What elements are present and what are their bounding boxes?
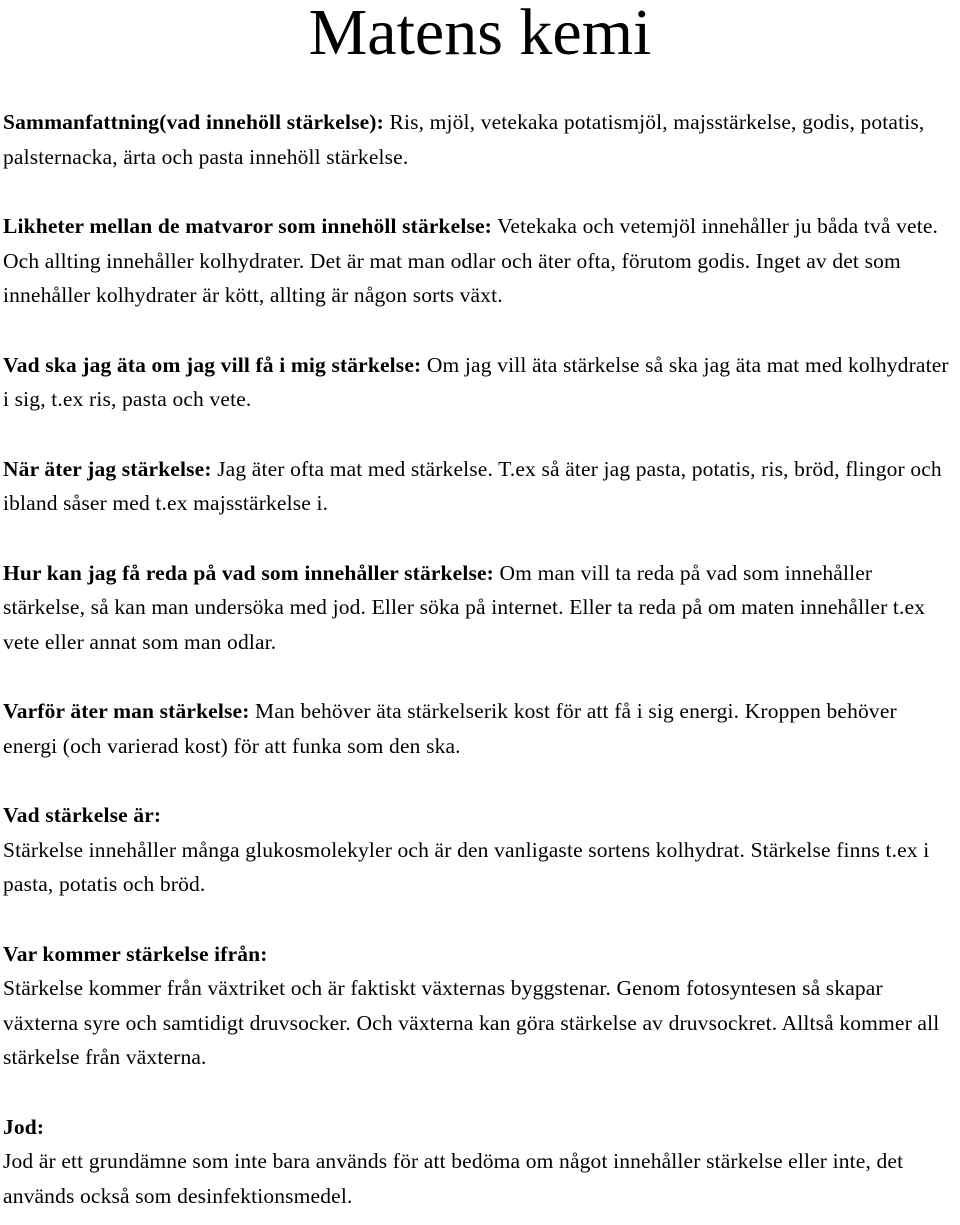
section-likheter (3, 209, 955, 313)
document-body (3, 105, 955, 1213)
section-var-kommer (3, 937, 955, 1075)
section-text: Om man vill ta reda på vad som innehåller stärkelse, så kan man undersöka med jod. Eller söka på internet. Eller ta reda på om maten innehåller t.ex vete eller annat som man odlar. (3, 560, 926, 654)
section-heading: När äter jag stärkelse: (3, 456, 212, 481)
section-varfor (3, 694, 955, 763)
section-vad-starkelse-ar (3, 798, 955, 902)
section-heading: Vad ska jag äta om jag vill få i mig stärkelse: (3, 352, 422, 377)
section-hur-kan-jag (3, 556, 955, 660)
section-jod (3, 1110, 955, 1214)
section-text: Jod är ett grundämne som inte bara används för att bedöma om något innehåller stärkelse eller inte, det används också som desinfektionsmedel. (3, 1149, 904, 1208)
section-heading: Hur kan jag få reda på vad som innehåller stärkelse: (3, 560, 494, 585)
section-text: Stärkelse kommer från växtriket och är faktiskt växternas byggstenar. Genom fotosyntesen så skapar växterna syre och samtidigt druvsocker. Och växterna kan göra stärkelse av druvsockret. Alltså kommer all stärkelse från växterna. (3, 976, 940, 1069)
section-heading: Var kommer stärkelse ifrån: (3, 941, 268, 966)
section-sammanfattning (3, 105, 955, 174)
section-text: Man behöver äta stärkelserik kost för att få i sig energi. Kroppen behöver energi (och varierad kost) för att funka som den ska. (3, 699, 897, 758)
section-heading: Likheter mellan de matvaror som innehöll stärkelse: (3, 214, 492, 238)
section-text: Stärkelse innehåller många glukosmolekyler och är den vanligaste sortens kolhydrat. Stärkelse finns t.ex i pasta, potatis och bröd. (3, 837, 930, 896)
section-text: Vetekaka och vetemjöl innehåller ju båda två vete. Och allting innehåller kolhydrater. Det är mat man odlar och äter ofta, förutom godis. Inget av det som innehåller kolhydrater är kött, allting är någon sorts växt. (3, 214, 939, 307)
section-heading: Vad stärkelse är: (3, 803, 162, 827)
section-heading: Varför äter man stärkelse: (3, 699, 250, 723)
section-text: Jag äter ofta mat med stärkelse. T.ex så äter jag pasta, potatis, ris, bröd, flingor och ibland såser med t.ex majsstärkelse i. (3, 456, 942, 515)
page-title: Matens kemi (308, 0, 652, 69)
section-heading: Sammanfattning(vad innehöll stärkelse): (3, 110, 384, 134)
section-nar-ater-jag (3, 452, 955, 521)
section-heading: Jod: (3, 1114, 45, 1139)
section-text: Ris, mjöl, vetekaka potatismjöl, majsstärkelse, godis, potatis, palsternacka, ärta och pasta innehöll stärkelse. (3, 110, 925, 169)
section-vad-ska-jag-ata (3, 348, 955, 417)
section-text: Om jag vill äta stärkelse så ska jag äta mat med kolhydrater i sig, t.ex ris, pasta och vete. (3, 352, 949, 411)
